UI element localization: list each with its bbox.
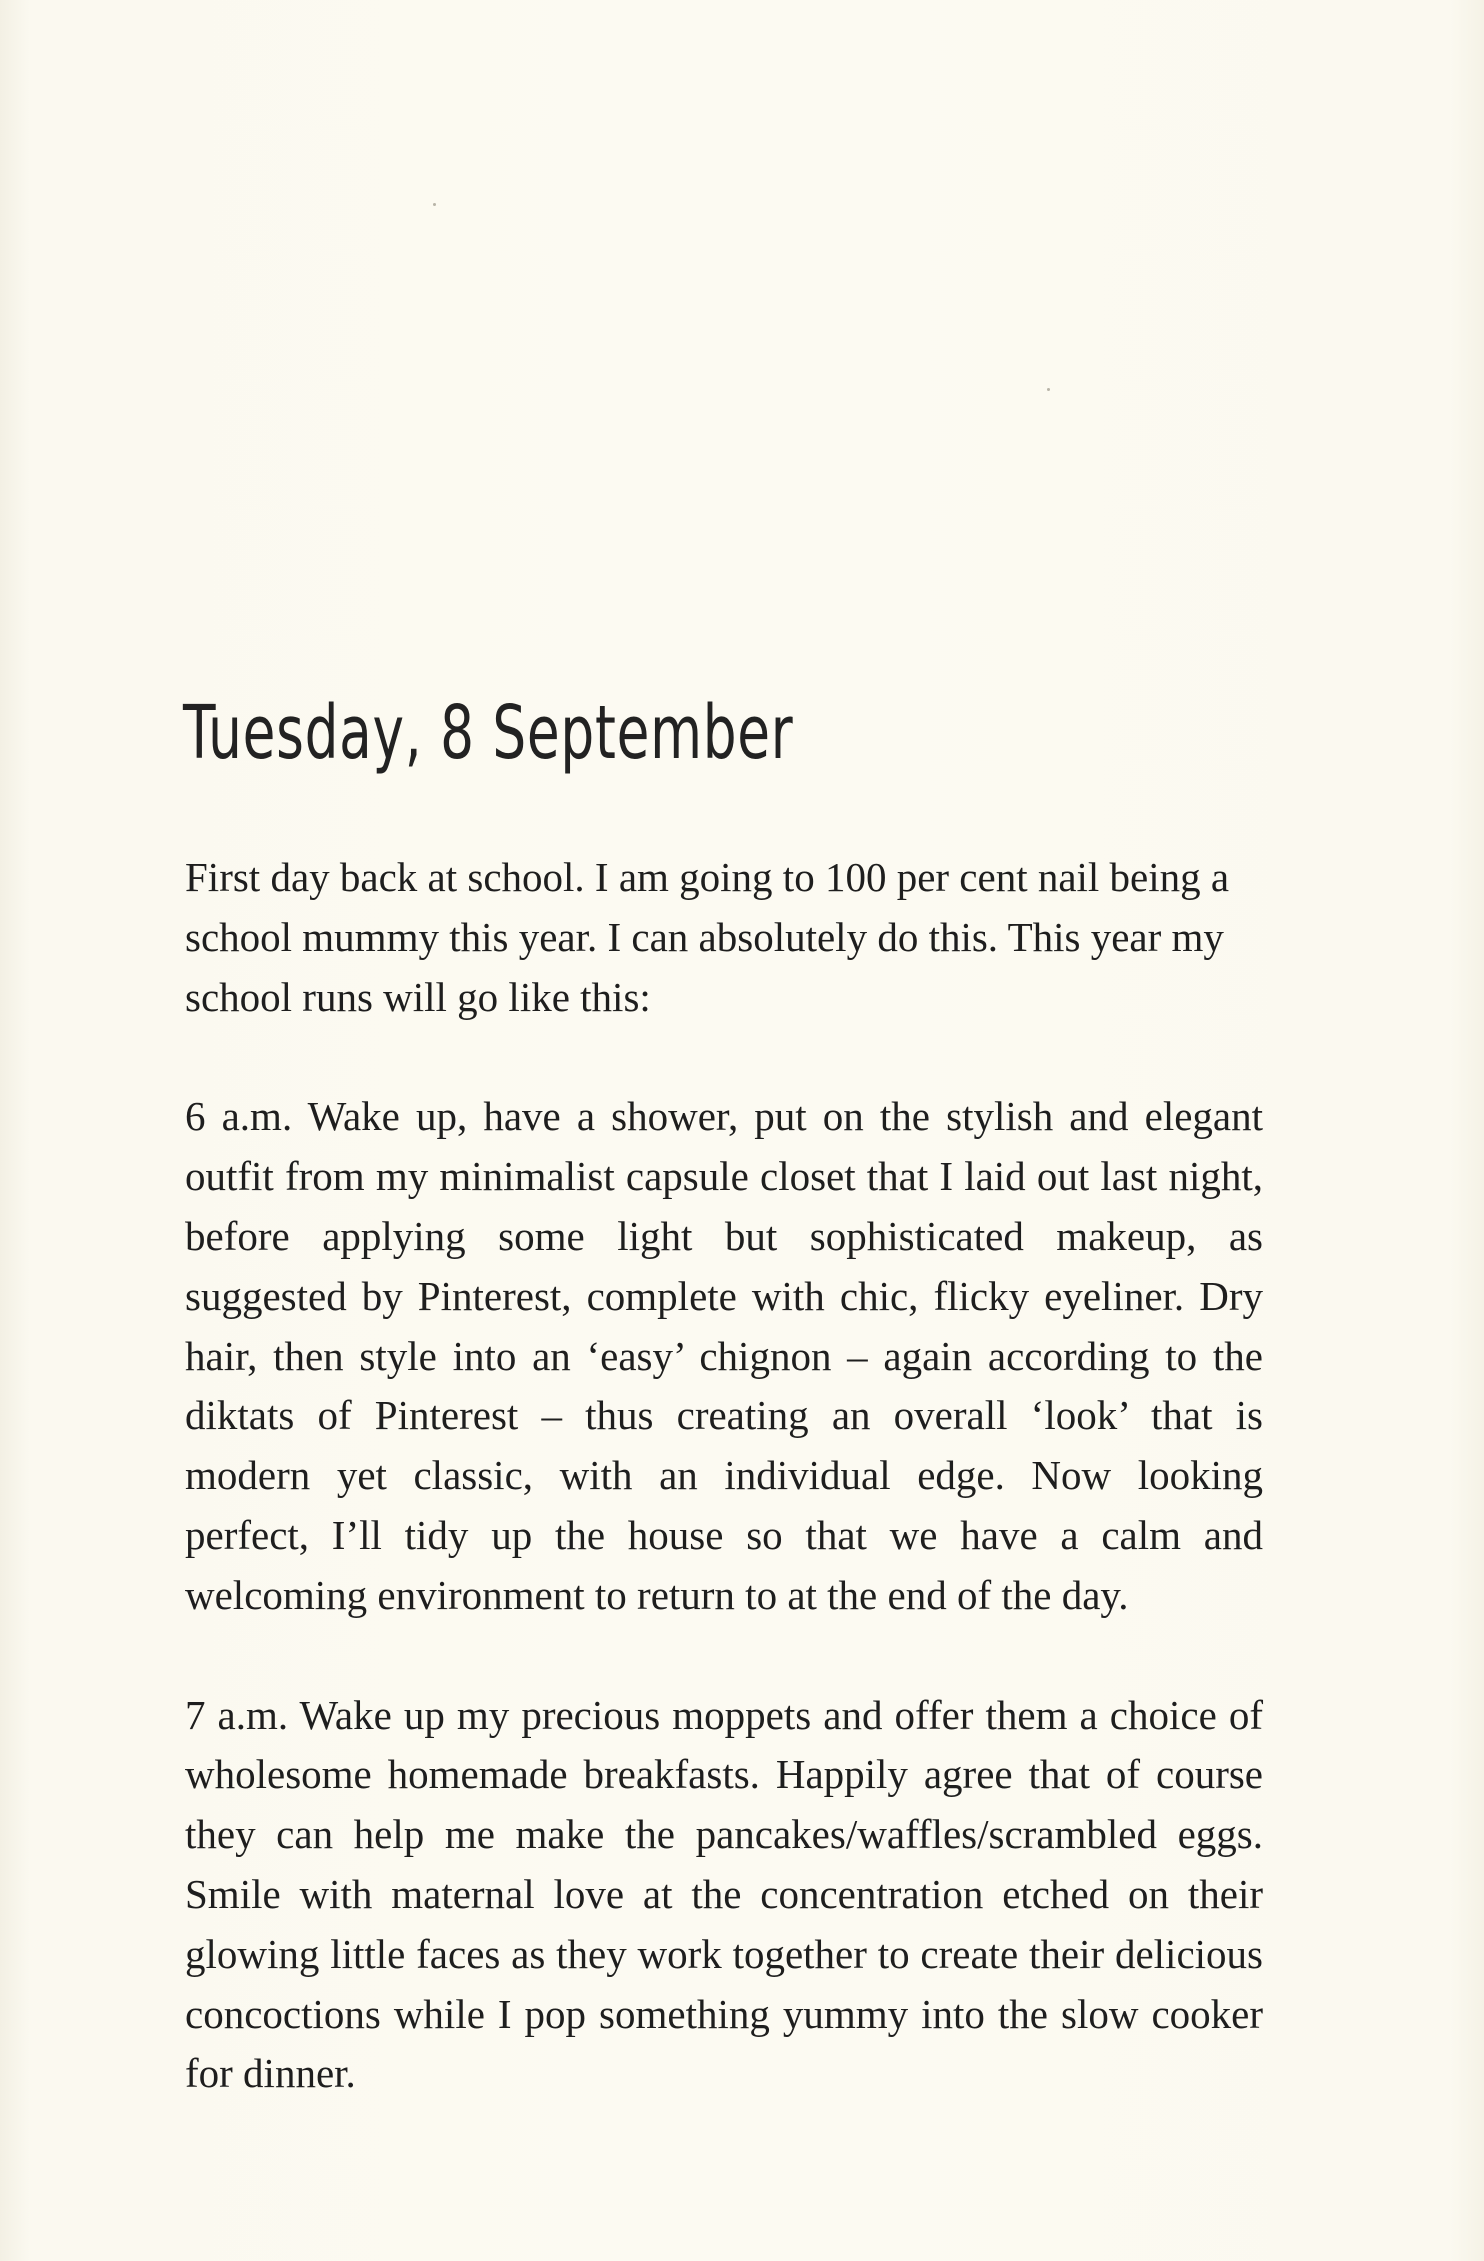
chapter-title: Tuesday, 8 September bbox=[183, 690, 794, 776]
paper-speck bbox=[433, 203, 436, 206]
paper-speck bbox=[1047, 388, 1050, 391]
body-text bbox=[185, 848, 1263, 2164]
paragraph-intro: First day back at school. I am going to 100 per cent nail being a school mummy this year. I can absolutely do this. This year my school runs will go like this: bbox=[185, 854, 1230, 1020]
paragraph-6am: 6 a.m. Wake up, have a shower, put on the stylish and elegant outfit from my minimalist capsule closet that I laid out last night, before applying some light but sophisticated makeup, as suggested by Pinterest, complete with chic, flicky eyeliner. Dry hair, then style into an ‘easy’ chignon – again according to the diktats of Pinterest – thus creating an overall ‘look’ that is modern yet classic, with an individual edge. Now looking perfect, I’ll tidy up the house so that we have a calm and welcoming environment to return to at the end of the day. bbox=[185, 1093, 1263, 1618]
paragraph-7am: 7 a.m. Wake up my precious moppets and offer them a choice of wholesome homemade breakfasts. Happily agree that of course they can help me make the pancakes/waffles/scrambled eggs. Smile with maternal love at the concentration etched on their glowing little faces as they work together to create their delicious concoctions while I pop something yummy into the slow cooker for dinner. bbox=[185, 1691, 1263, 2097]
